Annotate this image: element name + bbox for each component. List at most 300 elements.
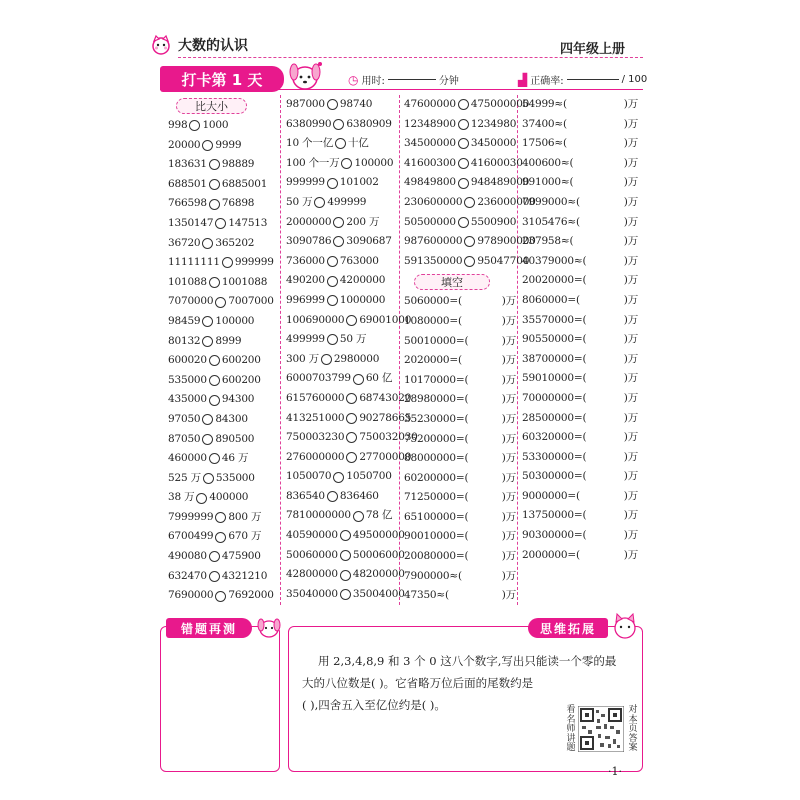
answer-circle[interactable] — [340, 530, 351, 541]
right-number: 670 万 — [228, 530, 262, 543]
answer-circle[interactable] — [464, 236, 475, 247]
answer-circle[interactable] — [458, 119, 469, 130]
accuracy-total: / 100 — [621, 74, 648, 85]
answer-circle[interactable] — [327, 178, 338, 189]
fill-row[interactable] — [522, 526, 638, 546]
answer-circle[interactable] — [458, 138, 469, 149]
fill-unit: )万 — [623, 411, 638, 424]
fill-row[interactable] — [522, 428, 638, 448]
answer-circle[interactable] — [202, 238, 213, 249]
left-number: 101088 — [168, 275, 207, 288]
right-number: 365202 — [215, 236, 255, 249]
compare-row — [168, 527, 280, 547]
fill-row[interactable] — [522, 213, 638, 233]
right-number: 535000 — [215, 471, 255, 484]
answer-circle[interactable] — [209, 395, 220, 406]
right-number: 7692000 — [228, 589, 274, 602]
answer-circle[interactable] — [202, 140, 213, 151]
answer-circle[interactable] — [327, 256, 338, 267]
left-number: 615760000 — [286, 391, 345, 404]
right-number: 35004000 — [352, 587, 405, 600]
fill-expression: 35230000=( — [404, 412, 469, 425]
fill-row[interactable] — [404, 371, 516, 391]
fill-unit: )万 — [623, 313, 638, 326]
left-number: 525 万 — [168, 471, 201, 484]
left-number: 50 万 — [286, 195, 313, 208]
fill-row[interactable] — [404, 292, 516, 312]
fill-row[interactable] — [404, 567, 516, 587]
fill-row[interactable] — [404, 527, 516, 547]
fill-unit: )万 — [501, 334, 516, 347]
fill-row[interactable] — [404, 508, 516, 528]
right-number: 3450000 — [470, 137, 517, 150]
qr-code[interactable] — [578, 706, 624, 752]
compare-column-1 — [168, 95, 280, 606]
right-number: 48200000 — [352, 568, 405, 581]
answer-circle[interactable] — [321, 354, 332, 365]
answer-circle[interactable] — [353, 511, 364, 522]
answer-circle[interactable] — [346, 432, 357, 443]
left-number: 100690000 — [286, 313, 345, 326]
right-number: 十亿 — [348, 137, 369, 150]
answer-circle[interactable] — [202, 414, 213, 425]
exercise-grid — [165, 95, 640, 605]
right-number: 999999 — [234, 256, 274, 269]
compare-row — [168, 508, 280, 528]
right-number: 836460 — [339, 489, 379, 502]
fill-row[interactable] — [522, 350, 638, 370]
fill-row[interactable] — [404, 410, 516, 430]
fill-unit: )万 — [501, 295, 516, 308]
answer-circle[interactable] — [314, 197, 325, 208]
fill-expression: 37400≈( — [522, 117, 567, 130]
fill-row[interactable] — [522, 291, 638, 311]
right-number: 9999 — [215, 138, 242, 151]
left-number: 688501 — [168, 177, 207, 190]
answer-circle[interactable] — [346, 413, 357, 424]
fill-row[interactable] — [404, 547, 516, 567]
left-number: 1050070 — [286, 470, 332, 483]
fill-unit: )万 — [623, 117, 638, 130]
fill-row[interactable] — [522, 154, 638, 174]
fill-unit: )万 — [623, 156, 638, 169]
fill-unit: )万 — [501, 569, 516, 582]
fill-unit: )万 — [623, 450, 638, 463]
compare-row — [286, 487, 398, 507]
fill-unit: )万 — [501, 589, 516, 602]
fill-unit: )万 — [501, 510, 516, 523]
left-number: 535000 — [168, 373, 207, 386]
answer-circle[interactable] — [458, 99, 469, 110]
left-number: 34500000 — [404, 137, 456, 150]
left-number: 6380990 — [286, 117, 332, 130]
fill-row[interactable] — [404, 430, 516, 450]
fill-expression: 28500000=( — [522, 411, 587, 424]
answer-circle[interactable] — [215, 218, 226, 229]
fill-row[interactable] — [522, 95, 638, 115]
compare-row — [286, 409, 412, 429]
fill-row[interactable] — [522, 467, 638, 487]
compare-row — [286, 213, 398, 233]
compare-row — [286, 311, 412, 331]
left-number: 460000 — [168, 452, 207, 465]
answer-circle[interactable] — [209, 551, 220, 562]
fill-expression: 400600≈( — [522, 156, 574, 169]
right-number: 890500 — [215, 432, 255, 445]
answer-circle[interactable] — [209, 375, 220, 386]
right-number: 4321210 — [221, 569, 268, 582]
left-number: 987000 — [286, 98, 325, 110]
answer-circle[interactable] — [346, 393, 357, 404]
answer-circle[interactable] — [346, 315, 357, 326]
right-number: 60 亿 — [365, 372, 393, 385]
left-number: 36720 — [168, 236, 201, 249]
fill-expression: 2020000=( — [404, 354, 462, 367]
compare-row — [168, 194, 280, 214]
fill-expression: 47350≈( — [404, 589, 449, 602]
right-number: 41600030 — [470, 156, 523, 169]
right-number: 46 万 — [221, 452, 249, 465]
fill-unit: )万 — [623, 176, 638, 189]
fill-expression: 59010000=( — [522, 372, 587, 385]
question-line: 用 2,3,4,8,9 和 3 个 0 这八个数字,写出只能读一个零的最 — [318, 654, 617, 668]
right-number: 600200 — [221, 354, 261, 367]
compare-row — [168, 116, 280, 136]
accuracy-input[interactable] — [567, 79, 619, 80]
fill-expression: 7999000≈( — [522, 195, 580, 208]
answer-circle[interactable] — [202, 336, 213, 347]
left-number: 490200 — [286, 274, 325, 287]
compare-row — [168, 469, 280, 489]
left-number: 98459 — [168, 314, 201, 327]
compare-row — [286, 154, 398, 174]
fill-expression: 17506≈( — [522, 137, 567, 150]
compare-row — [168, 351, 280, 371]
fill-unit: )万 — [501, 373, 516, 386]
answer-circle[interactable] — [209, 355, 220, 366]
answer-circle[interactable] — [340, 550, 351, 561]
right-number: 50 万 — [339, 333, 367, 346]
fill-expression: 3105476≈( — [522, 215, 580, 228]
fill-unit: )万 — [623, 548, 638, 561]
fill-unit: )万 — [623, 431, 638, 444]
left-number: 435000 — [168, 393, 207, 406]
right-number: 90278665 — [359, 411, 412, 424]
left-number: 632470 — [168, 569, 207, 582]
right-number: 750032030 — [359, 431, 418, 444]
answer-circle[interactable] — [458, 158, 469, 169]
left-number: 7690000 — [168, 589, 214, 602]
fill-unit: )万 — [501, 314, 516, 327]
left-number: 38 万 — [168, 491, 195, 504]
fill-expression: 40379000≈( — [522, 254, 587, 267]
fill-row[interactable] — [404, 351, 516, 371]
answer-circle[interactable] — [209, 571, 220, 582]
fill-unit: )万 — [501, 432, 516, 445]
fill-expression: 75200000=( — [404, 432, 469, 445]
compare-row — [168, 155, 280, 175]
answer-circle[interactable] — [333, 236, 344, 247]
fill-row[interactable] — [522, 115, 638, 135]
compare-column-2 — [286, 95, 418, 604]
compare-row — [286, 252, 398, 272]
right-number: 800 万 — [228, 510, 262, 523]
compare-row — [286, 193, 398, 213]
compare-row — [404, 252, 530, 272]
fill-expression: 53300000=( — [522, 450, 587, 463]
compare-row — [286, 115, 398, 135]
fill-row[interactable] — [404, 586, 516, 606]
fill-row[interactable] — [522, 506, 638, 526]
fill-expression: 237958≈( — [522, 235, 574, 248]
right-number: 1000 — [202, 119, 229, 131]
right-number: 763000 — [339, 254, 379, 267]
fill-expression: 28980000=( — [404, 393, 469, 406]
fill-row[interactable] — [404, 449, 516, 469]
left-number: 100 个一万 — [286, 156, 340, 169]
compare-row — [286, 291, 398, 311]
right-number: 69001000 — [359, 313, 412, 326]
answer-circle[interactable] — [215, 512, 226, 523]
answer-circle[interactable] — [203, 473, 214, 484]
fill-unit: )万 — [623, 489, 638, 502]
fill-unit: )万 — [501, 354, 516, 367]
left-number: 998 — [168, 119, 188, 131]
fill-row[interactable] — [522, 409, 638, 429]
right-number: 49500000 — [352, 529, 405, 542]
right-number: 95047700 — [477, 254, 530, 267]
fill-row[interactable] — [522, 252, 638, 272]
left-number: 230600000 — [404, 195, 463, 208]
column-divider — [280, 95, 281, 605]
answer-circle[interactable] — [202, 434, 213, 445]
compare-row — [286, 389, 412, 409]
answer-circle[interactable] — [209, 453, 220, 464]
fill-row[interactable] — [522, 330, 638, 350]
question-line: 大的八位数是( )。它省略万位后面的尾数约是 — [302, 676, 534, 690]
compare-row — [404, 173, 530, 193]
right-number: 8999 — [215, 334, 242, 347]
compare-row — [286, 350, 398, 370]
left-number: 42800000 — [286, 568, 338, 581]
qr-caption-right: 对本页答案 — [628, 705, 638, 753]
left-number: 50500000 — [404, 215, 456, 228]
left-number: 80132 — [168, 334, 201, 347]
checkin-banner: 打卡第 1 天 — [160, 66, 284, 92]
answer-circle[interactable] — [327, 334, 338, 345]
compare-row — [168, 273, 280, 293]
answer-circle[interactable] — [196, 493, 207, 504]
answer-circle[interactable] — [215, 591, 226, 602]
fill-row[interactable] — [522, 271, 638, 291]
compare-fill-column-3 — [404, 95, 536, 606]
fill-row[interactable] — [522, 311, 638, 331]
fill-unit: )万 — [623, 215, 638, 228]
time-label: 用时: — [361, 76, 385, 87]
compare-row — [286, 585, 405, 605]
left-number: 183631 — [168, 158, 207, 171]
fill-unit: )万 — [623, 509, 638, 522]
compare-row — [286, 95, 398, 115]
chapter-title: 大数的认识 — [178, 38, 248, 54]
compare-row — [168, 136, 280, 156]
answer-circle[interactable] — [340, 589, 351, 600]
fill-row[interactable] — [522, 546, 638, 566]
fill-row[interactable] — [404, 488, 516, 508]
answer-circle[interactable] — [209, 159, 220, 170]
left-number: 600020 — [168, 354, 207, 367]
compare-row — [168, 567, 280, 587]
fill-unit: )万 — [501, 412, 516, 425]
answer-circle[interactable] — [215, 297, 226, 308]
answer-circle[interactable] — [215, 532, 226, 543]
fill-unit: )万 — [501, 530, 516, 543]
compare-row — [404, 134, 516, 154]
compare-row — [286, 134, 398, 154]
left-number: 591350000 — [404, 254, 463, 267]
left-number: 87050 — [168, 432, 201, 445]
left-number: 750003230 — [286, 431, 345, 444]
compare-row — [168, 175, 280, 195]
right-number: 76898 — [221, 197, 255, 210]
answer-circle[interactable] — [464, 197, 475, 208]
answer-circle[interactable] — [333, 472, 344, 483]
fill-row[interactable] — [404, 332, 516, 352]
cat-mascot-icon — [608, 610, 642, 642]
chart-icon: ▟ — [518, 72, 528, 87]
right-number: 4200000 — [339, 274, 386, 287]
fill-expression: 20080000=( — [404, 550, 469, 563]
answer-circle[interactable] — [346, 452, 357, 463]
left-number: 766598 — [168, 197, 207, 210]
answer-circle[interactable] — [458, 217, 469, 228]
dog-mascot-icon — [285, 58, 325, 94]
fill-row[interactable] — [404, 390, 516, 410]
left-number: 20000 — [168, 138, 201, 151]
answer-circle[interactable] — [327, 295, 338, 306]
answer-circle[interactable] — [327, 99, 338, 110]
answer-circle[interactable] — [327, 491, 338, 502]
right-number: 400000 — [209, 491, 249, 504]
left-number: 40590000 — [286, 529, 338, 542]
fill-row[interactable] — [522, 134, 638, 154]
answer-circle[interactable] — [341, 158, 352, 169]
fill-row[interactable] — [522, 193, 638, 213]
fill-row[interactable] — [522, 487, 638, 507]
compare-row — [168, 547, 280, 567]
answer-circle[interactable] — [209, 199, 220, 210]
fill-expression: 90550000=( — [522, 333, 587, 346]
answer-circle[interactable] — [353, 374, 364, 385]
left-number: 11111111 — [168, 256, 220, 269]
answer-circle[interactable] — [189, 120, 200, 131]
right-number: 6885001 — [221, 177, 268, 190]
header-title — [150, 33, 248, 57]
compare-row — [404, 154, 523, 174]
answer-circle[interactable] — [333, 217, 344, 228]
fill-row[interactable] — [522, 448, 638, 468]
fill-expression: 7900000≈( — [404, 569, 462, 582]
fill-section-title: 填空 — [414, 274, 490, 290]
compare-row — [404, 232, 536, 252]
right-number: 1001088 — [221, 275, 268, 288]
fill-row[interactable] — [522, 389, 638, 409]
answer-circle[interactable] — [458, 178, 469, 189]
answer-circle[interactable] — [340, 570, 351, 581]
fill-row[interactable] — [404, 469, 516, 489]
fill-expression: 60320000=( — [522, 431, 587, 444]
compare-row — [286, 467, 398, 487]
fill-unit: )万 — [623, 352, 638, 365]
question-line: ( ),四舍五入至亿位约是( )。 — [302, 698, 446, 712]
fill-row[interactable] — [404, 312, 516, 332]
right-number: 3090687 — [346, 235, 392, 248]
answer-circle[interactable] — [209, 179, 220, 190]
fill-expression: 54999≈( — [522, 98, 567, 110]
fill-expression: 38700000=( — [522, 352, 587, 365]
qr-caption-left: 看名师讲题 — [566, 705, 576, 753]
left-number: 836540 — [286, 489, 325, 502]
left-number: 7070000 — [168, 295, 214, 308]
fill-unit: )万 — [623, 235, 638, 248]
left-number: 6000703799 — [286, 372, 351, 385]
left-number: 7810000000 — [286, 509, 351, 522]
answer-circle[interactable] — [333, 119, 344, 130]
left-number: 736000 — [286, 254, 325, 267]
left-number: 7999999 — [168, 510, 214, 523]
fill-unit: )万 — [623, 195, 638, 208]
left-number: 413251000 — [286, 411, 345, 424]
fill-unit: )万 — [623, 333, 638, 346]
right-number: 98740 — [339, 98, 373, 110]
compare-row — [286, 173, 398, 193]
right-number: 50006000 — [352, 548, 405, 561]
fill-column-4 — [522, 95, 638, 565]
right-number: 27700000 — [359, 450, 412, 463]
fill-expression: 2000000=( — [522, 548, 580, 561]
fill-row[interactable] — [522, 173, 638, 193]
time-unit: 分钟 — [438, 76, 459, 87]
right-number: 84300 — [215, 412, 248, 425]
left-number: 987600000 — [404, 235, 463, 248]
cat-mascot-icon — [150, 34, 172, 56]
right-number: 147513 — [228, 216, 268, 229]
compare-row — [168, 312, 280, 332]
fill-expression: 9000000=( — [522, 489, 580, 502]
thinking-title: 思维拓展 — [528, 618, 608, 638]
fill-expression: 65100000=( — [404, 510, 469, 523]
fill-expression: 90010000=( — [404, 530, 469, 543]
error-retest-box[interactable] — [160, 626, 280, 772]
right-number: 475000000 — [470, 98, 530, 110]
answer-circle[interactable] — [335, 138, 346, 149]
left-number: 6700499 — [168, 530, 214, 543]
right-number: 100000 — [354, 156, 394, 169]
compare-row — [168, 292, 280, 312]
fill-row[interactable] — [522, 369, 638, 389]
fill-row[interactable] — [522, 232, 638, 252]
compare-row — [168, 214, 280, 234]
answer-circle[interactable] — [202, 316, 213, 327]
time-input[interactable] — [388, 79, 436, 80]
accuracy-label: 正确率: — [530, 76, 564, 87]
answer-circle[interactable] — [209, 277, 220, 288]
answer-circle[interactable] — [222, 257, 233, 268]
fill-unit: )万 — [501, 550, 516, 563]
answer-circle[interactable] — [464, 256, 475, 267]
answer-circle[interactable] — [327, 276, 338, 287]
accuracy-field — [518, 72, 647, 87]
